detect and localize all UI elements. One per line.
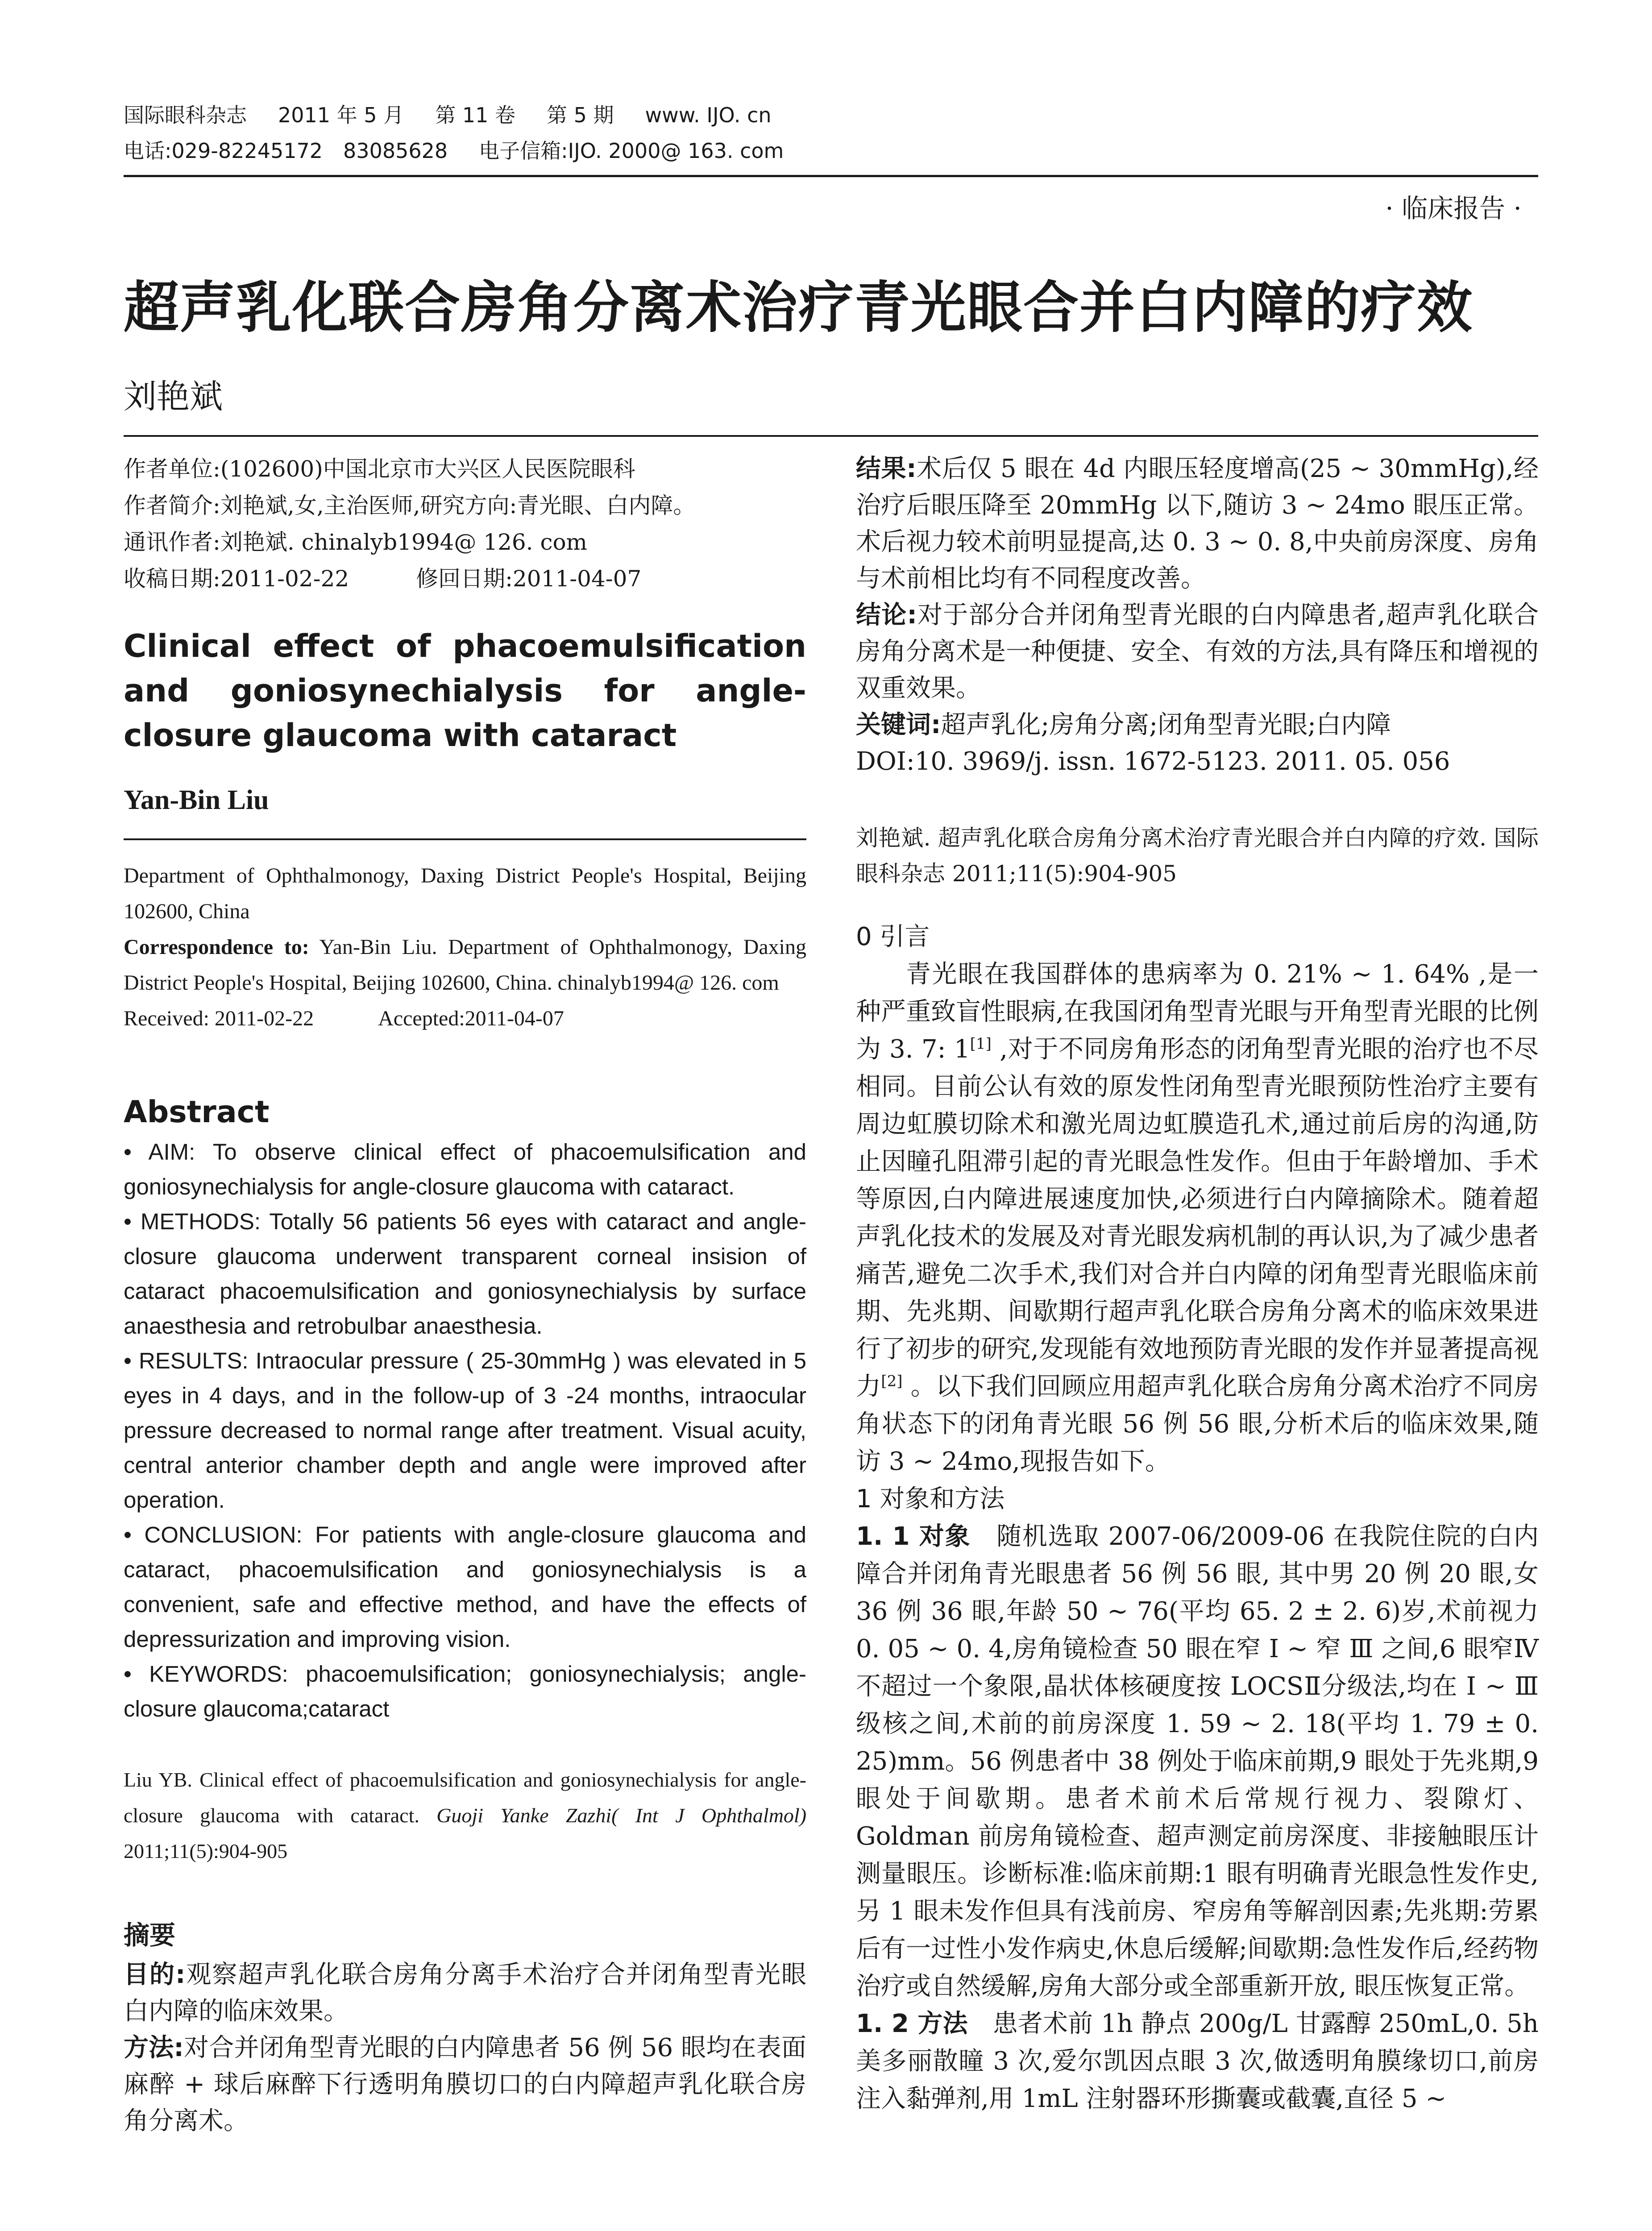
- received-accepted: [124, 1001, 806, 1037]
- author-en: Yan-Bin Liu: [124, 785, 269, 815]
- author-cn: 刘艳斌: [124, 377, 223, 416]
- methods-label: 方法:: [124, 2033, 184, 2062]
- aim-text: 观察超声乳化联合房角分离手术治疗合并闭角型青光眼白内障的临床效果。: [124, 1960, 806, 2026]
- methods-heading: 1 对象和方法: [856, 1485, 1005, 1514]
- journal-name: 国际眼科杂志: [124, 103, 247, 127]
- author-unit: 作者单位:(102600)中国北京市大兴区人民医院眼科: [124, 456, 635, 482]
- abstract-heading: Abstract: [124, 1095, 270, 1130]
- keywords-text: 超声乳化;房角分离;闭角型青光眼;白内障: [941, 710, 1391, 739]
- author-bio: 作者简介:刘艳斌,女,主治医师,研究方向:青光眼、白内障。: [124, 493, 696, 518]
- citation-en-journal: Guoji Yanke Zazhi( Int J Ophthalmol): [436, 1804, 807, 1827]
- dates: [124, 560, 806, 597]
- subjects-text: 随机选取 2007-06/2009-06 在我院住院的白内障合并闭角青光眼患者 56 例 56 眼, 其中男 20 例 20 眼,女 36 例 36 眼,年龄 50 ~ 76(平均 65. 2 ± 2. 6)岁,术前视力 0. 05 ~ 0. 4,房角镜检查 50 眼在窄 Ⅰ ~ 窄 Ⅲ 之间,6 眼窄Ⅳ不超过一个象限,晶状体核硬度按 LOCSⅡ分级法,均在 Ⅰ ~ Ⅲ 级核之间,术前的前房深度 1. 59 ~ 2. 18(平均 1. 79 ± 0. 25)mm。56 例患者中 38 例处于临床前期,9 眼处于先兆期,9 眼处于间歇期。患者术前术后常规行视力、裂隙灯、Goldman 前房角镜检查、超声测定前房深度、非接触眼压计测量眼压。诊断标准:临床前期:1 眼有明确青光眼急性发作史, 另 1 眼未发作但具有浅前房、窄房角等解剖因素;先兆期:劳累后有一过性小发作病史,休息后缓解;间歇期:急性发作后,经药物治疗或自然缓解,房角大部分或全部重新开放, 眼压恢复正常。: [856, 1522, 1539, 2001]
- abstract-results: • RESULTS: Intraocular pressure ( 25-30mmHg ) was elevated in 5 eyes in 4 days, and in the follow-up of 3 -24 months, intraocular pressure decreased to normal range after treatment. Visual acuity, central anterior chamber depth and angle were improved after operation.: [124, 1348, 806, 1513]
- abstract-cn-methods: [124, 2030, 806, 2140]
- affiliation-en: [124, 858, 806, 1037]
- methods-paragraph: [856, 2005, 1539, 2118]
- corresponding-author: 通讯作者:刘艳斌. chinalyb1994@ 126. com: [124, 529, 587, 555]
- results-text: 术后仅 5 眼在 4d 内眼压轻度增高(25 ~ 30mmHg),经治疗后眼压降至 20mmHg 以下,随访 3 ~ 24mo 眼压正常。术后视力较术前明显提高,达 0. 3 ~ 0. 8,中央前房深度、房角与术前相比均有不同程度改善。: [856, 454, 1539, 593]
- methods-sub-text: 患者术前 1h 静点 200g/L 甘露醇 250mL,0. 5h 美多丽散瞳 3 次,爱尔凯因点眼 3 次,做透明角膜缘切口,前房注入黏弹剂,用 1mL 注射器环形撕囊或截囊,直径 5 ~: [856, 2009, 1539, 2113]
- abstract-methods: • METHODS: Totally 56 patients 56 eyes with cataract and angle-closure glaucoma underwent transparent corneal insision of cataract phacoemulsification and goniosynechialysis by surface anaesthesia and retrobulbar anaesthesia.: [124, 1209, 806, 1339]
- left-column: [124, 451, 806, 2140]
- conclusion-text: 对于部分合并闭角型青光眼的白内障患者,超声乳化联合房角分离术是一种便捷、安全、有效的方法,具有降压和增视的双重效果。: [856, 601, 1539, 703]
- abstract-cn-results: [856, 451, 1539, 597]
- intro-heading: 0 引言: [856, 922, 930, 951]
- title-rule: [124, 435, 1538, 437]
- correspondence-label: Correspondence to:: [124, 935, 309, 959]
- received-date: 收稿日期:2011-02-22: [124, 566, 349, 592]
- keywords-label: 关键词:: [856, 710, 941, 739]
- section-tag: · 临床报告 ·: [1385, 193, 1522, 224]
- issue-date: 2011 年 5 月: [278, 103, 404, 127]
- results-label: 结果:: [856, 454, 917, 483]
- intro-text-3: 。以下我们回顾应用超声乳化联合房角分离术治疗不同房角状态下的闭角青光眼 56 例 56 眼,分析术后的临床效果,随访 3 ~ 24mo,现报告如下。: [856, 1372, 1539, 1476]
- abstract-aim: • AIM: To observe clinical effect of phacoemulsification and goniosynechialysis for angle-closure glaucoma with cataract.: [124, 1139, 806, 1199]
- citation-en: [124, 1762, 806, 1869]
- abstract-cn-aim: [124, 1957, 806, 2030]
- issue: 第 5 期: [546, 103, 614, 127]
- header-line-2: [124, 133, 1538, 169]
- correspondence-text: Yan-Bin Liu. Department of Ophthalmonogy, Daxing District People's Hospital, Beijing 102600, China. chinalyb1994@ 126. com: [124, 935, 806, 995]
- right-column: [856, 451, 1539, 2118]
- intro-paragraph: [856, 956, 1539, 1480]
- reference-1: [1]: [970, 1035, 992, 1053]
- citation-cn: 刘艳斌. 超声乳化联合房角分离术治疗青光眼合并白内障的疗效. 国际眼科杂志 2011;11(5):904-905: [856, 825, 1539, 887]
- correspondence-en: [124, 929, 806, 1001]
- subjects-label: 1. 1 对象: [856, 1522, 971, 1551]
- methods-sub-label: 1. 2 方法: [856, 2009, 968, 2038]
- intro-text-2: ,对于不同房角形态的闭角型青光眼的治疗也不尽相同。目前公认有效的原发性闭角型青光眼预防性治疗主要有周边虹膜切除术和激光周边虹膜造孔术,通过前后房的沟通,防止因瞳孔阻滞引起的青光眼急性发作。但由于年龄增加、手术等原因,白内障进展速度加快,必须进行白内障摘除术。随着超声乳化技术的发展及对青光眼发病机制的再认识,为了减少患者痛苦,避免二次手术,我们对合并白内障的闭角型青光眼临床前期、先兆期、间歇期行超声乳化联合房角分离术的临床效果进行了初步的研究,发现能有效地预防青光眼的发作并显著提高视力: [856, 1035, 1539, 1401]
- title-en: Clinical effect of phacoemulsification and goniosynechialysis for angle-closure glaucoma with cataract: [124, 628, 806, 754]
- reference-2: [2]: [881, 1372, 903, 1390]
- phone: 电话:029-82245172 83085628: [124, 139, 448, 163]
- citation-en-text: Liu YB. Clinical effect of phacoemulsification and goniosynechialysis for angle-closure glaucoma with cataract.: [124, 1768, 806, 1827]
- abstract-cn-heading: 摘要: [124, 1920, 176, 1950]
- email: 电子信箱:IJO. 2000@ 163. com: [479, 139, 784, 163]
- abstract-conclusion: • CONCLUSION: For patients with angle-closure glaucoma and cataract, phacoemulsification and goniosynechialysis is a convenient, safe and effective method, and have the effects of depressurization and improving vision.: [124, 1522, 806, 1652]
- doi: DOI:10. 3969/j. issn. 1672-5123. 2011. 05. 056: [856, 747, 1450, 776]
- header-line-1: [124, 97, 1538, 133]
- volume: 第 11 卷: [435, 103, 515, 127]
- affil-rule: [124, 838, 806, 840]
- methods-text: 对合并闭角型青光眼的白内障患者 56 例 56 眼均在表面麻醉 + 球后麻醉下行透明角膜切口的白内障超声乳化联合房角分离术。: [124, 2033, 807, 2136]
- subjects-paragraph: [856, 1518, 1539, 2005]
- accepted-en: Accepted:2011-04-07: [378, 1007, 564, 1030]
- aim-label: 目的:: [124, 1960, 186, 1989]
- conclusion-label: 结论:: [856, 601, 917, 630]
- intro-text-1: 青光眼在我国群体的患病率为 0. 21% ~ 1. 64% ,是一种严重致盲性眼病,在我国闭角型青光眼与开角型青光眼的比例为 3. 7: 1: [856, 960, 1539, 1064]
- abstract-cn-conclusion: [856, 597, 1539, 707]
- received-en: Received: 2011-02-22: [124, 1007, 314, 1030]
- revised-date: 修回日期:2011-04-07: [416, 566, 642, 592]
- website: www. IJO. cn: [645, 103, 772, 127]
- department-en: Department of Ophthalmonogy, Daxing District People's Hospital, Beijing 102600, China: [124, 864, 806, 923]
- header-rule: [124, 175, 1538, 177]
- title-cn: 超声乳化联合房角分离术治疗青光眼合并白内障的疗效: [124, 276, 1474, 340]
- citation-en-volume: 2011;11(5):904-905: [124, 1840, 288, 1862]
- journal-header: [124, 97, 1538, 177]
- abstract-keywords: • KEYWORDS: phacoemulsification; goniosynechialysis; angle-closure glaucoma;cataract: [124, 1661, 806, 1721]
- abstract-cn-keywords: [856, 707, 1539, 743]
